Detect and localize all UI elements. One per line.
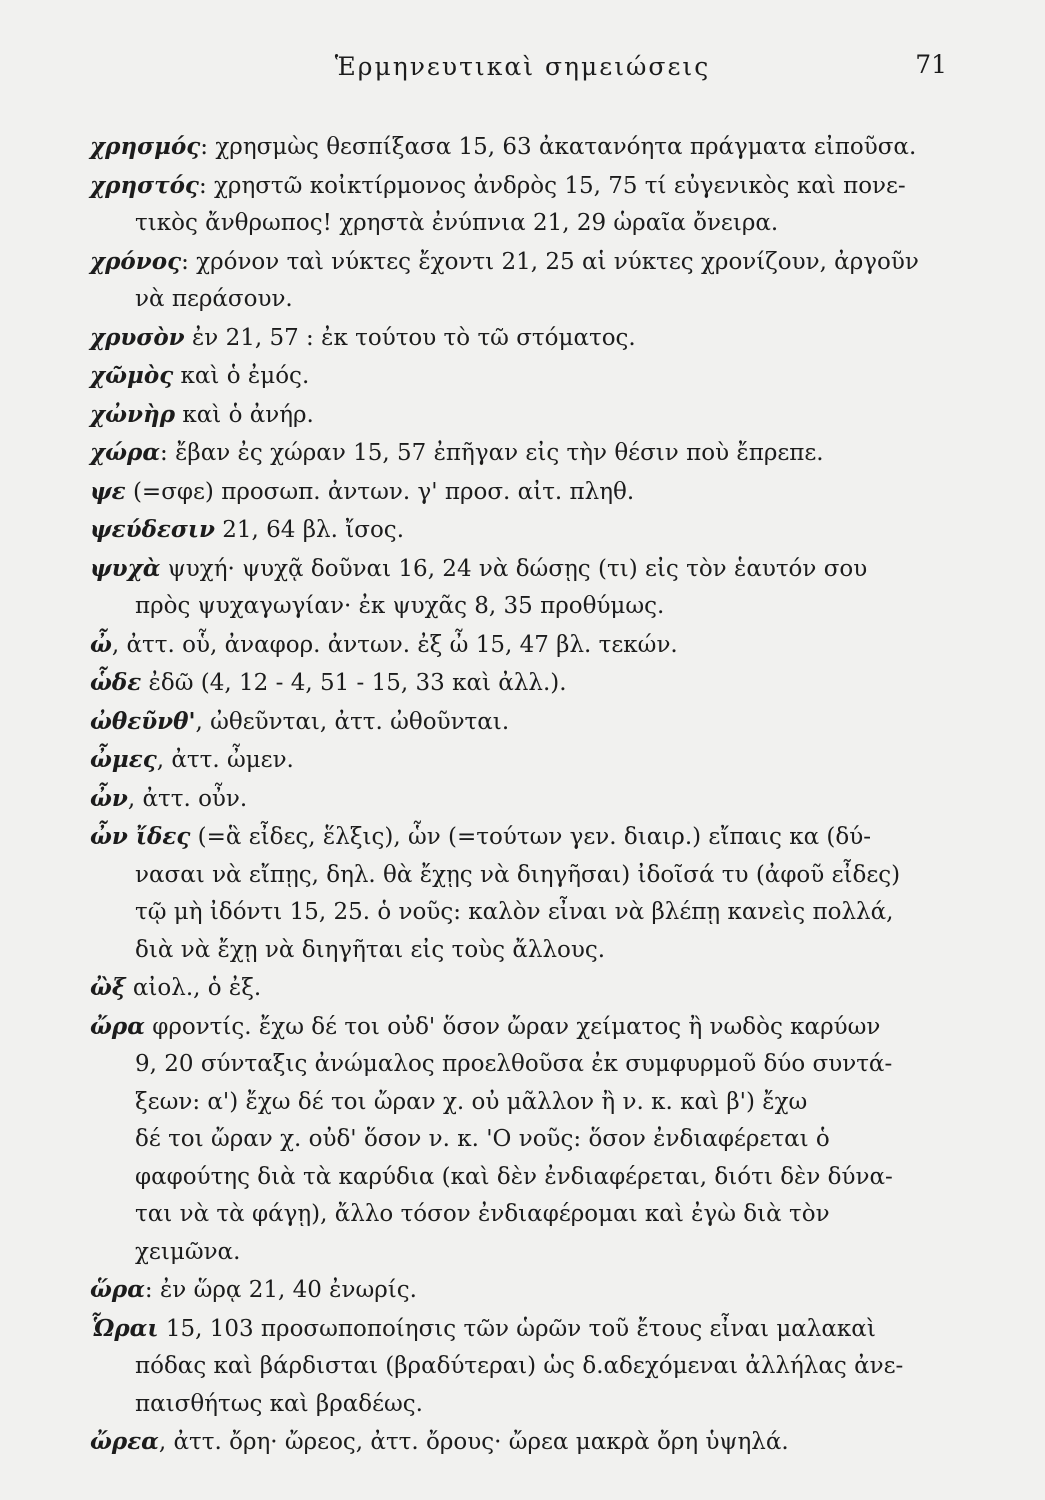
- glossary-entry: [90, 511, 970, 550]
- entry-headword: ὧδε: [90, 669, 142, 696]
- entry-text: πρὸς ψυχαγωγίαν· ἐκ ψυχᾶς 8, 35 προθύμως.: [135, 593, 665, 619]
- glossary-entry: [90, 128, 970, 167]
- entry-line: [90, 319, 970, 358]
- entry-headword: χρησμός: [90, 133, 201, 160]
- entry-text: πόδας καὶ βάρδισται (βραδύτεραι) ὡς δ.αδεχόμεναι ἀλλήλας ἀνε-: [135, 1353, 904, 1379]
- entry-line: [90, 1386, 970, 1424]
- entry-text: : χρησμὼς θεσπίξασα 15, 63 ἀκατανόητα πράγματα εἰποῦσα.: [200, 134, 917, 160]
- glossary-entry: [90, 319, 970, 358]
- entry-line: [90, 550, 970, 589]
- entry-line: [90, 626, 970, 665]
- glossary-entry: [90, 1271, 970, 1310]
- entry-text: αἰολ., ὁ ἐξ.: [125, 975, 262, 1001]
- entry-headword: ψεύδεσιν: [90, 516, 215, 543]
- entry-line: [90, 969, 970, 1008]
- entry-text: : χρόνον ταὶ νύκτες ἔχοντι 21, 25 αἱ νύκτες χρονίζουν, ἀργοῦν: [181, 248, 919, 275]
- entry-text: φαφούτης διὰ τὰ καρύδια (καὶ δὲν ἐνδιαφέρεται, διότι δὲν δύνα-: [135, 1163, 893, 1190]
- entry-text: δέ τοι ὤραν χ. οὐδ' ὅσον ν. κ. 'Ο νοῦς: ὅσον ἐνδιαφέρεται ὁ: [135, 1126, 830, 1152]
- entry-line: [90, 818, 970, 857]
- entry-line: [90, 1008, 970, 1047]
- entry-line: [90, 128, 970, 167]
- glossary-entry: [90, 396, 970, 435]
- entry-text: παισθήτως καὶ βραδέως.: [135, 1390, 423, 1417]
- entry-text: τικὸς ἄνθρωπος! χρηστὰ ἐνύπνια 21, 29 ὡραῖα ὄνειρα.: [135, 210, 779, 236]
- entry-text: , ὠθεῦνται, ἀττ. ὠθοῦνται.: [195, 708, 510, 735]
- entry-headword: χὠνὴρ: [90, 400, 176, 428]
- entry-headword: ὢξ: [90, 974, 126, 1001]
- entry-headword: ὥρα: [90, 1276, 145, 1303]
- entry-line: [90, 932, 970, 970]
- entry-headword: ὤρεα: [90, 1428, 159, 1455]
- entry-headword: χῶμὸς: [90, 362, 174, 389]
- glossary-entry: [90, 626, 970, 665]
- entry-text: , ἀττ. ὄρη· ὤρεος, ἀττ. ὄρους· ὤρεα μακρὰ ὄρη ὑψηλά.: [158, 1429, 789, 1455]
- entry-line: [90, 434, 970, 473]
- entry-text: διὰ νὰ ἔχῃ νὰ διηγῆται εἰς τοὺς ἄλλους.: [135, 936, 606, 963]
- glossary-entries: [90, 128, 970, 1462]
- entry-headword: ὦν ἴδες: [90, 823, 191, 850]
- entry-text: , ἀττ. οὗ, ἀναφορ. ἀντων. ἐξ ὦ 15, 47 βλ. τεκών.: [111, 631, 678, 658]
- glossary-entry: [90, 473, 970, 512]
- entry-headword: ὠθεῦνθ': [90, 707, 196, 735]
- entry-text: 15, 103 προσωποποίησις τῶν ὡρῶν τοῦ ἔτους εἶναι μαλακαὶ: [158, 1315, 876, 1342]
- entry-line: [90, 1084, 970, 1122]
- entry-headword: Ὧραι: [90, 1314, 159, 1342]
- entry-line: [90, 741, 970, 780]
- entry-line: [90, 664, 970, 703]
- entry-line: [90, 281, 970, 319]
- entry-line: [90, 357, 970, 396]
- entry-text: ἐδῶ (4, 12 - 4, 51 - 15, 33 καὶ ἀλλ.).: [141, 670, 567, 696]
- entry-headword: χώρα: [90, 439, 161, 466]
- entry-line: [90, 588, 970, 626]
- entry-line: [90, 243, 970, 282]
- entry-text: 9, 20 σύνταξις ἀνώμαλος προελθοῦσα ἐκ συμφυρμοῦ δύο συντά-: [135, 1051, 893, 1077]
- entry-line: [90, 205, 970, 243]
- entry-line: [90, 1271, 970, 1310]
- entry-line: [90, 473, 970, 512]
- glossary-entry: [90, 550, 970, 626]
- entry-line: [90, 1310, 970, 1349]
- entry-text: νασαι νὰ εἴπῃς, δηλ. θὰ ἔχῃς νὰ διηγῆσαι) ἰδοῖσά τυ (ἀφοῦ εἶδες): [135, 861, 901, 888]
- entry-text: καὶ ὁ ἐμός.: [173, 363, 310, 389]
- entry-line: [90, 1046, 970, 1084]
- entry-text: , ἀττ. ὦμεν.: [156, 747, 294, 773]
- entry-line: [90, 1423, 970, 1462]
- entry-text: ται νὰ τὰ φάγῃ), ἄλλο τόσον ἐνδιαφέρομαι καὶ ἐγὼ διὰ τὸν: [135, 1201, 830, 1227]
- entry-line: [90, 511, 970, 550]
- entry-text: χειμῶνα.: [135, 1238, 241, 1265]
- entry-line: [90, 1234, 970, 1272]
- entry-text: : χρηστῶ κοἰκτίρμονος ἀνδρὸς 15, 75 τί εὐγενικὸς καὶ πονε-: [198, 172, 906, 199]
- glossary-entry: [90, 969, 970, 1008]
- entry-line: [90, 1121, 970, 1159]
- entry-line: [90, 894, 970, 932]
- entry-text: φροντίς. ἔχω δέ τοι οὐδ' ὅσον ὤραν χείματος ἢ νωδὸς καρύων: [144, 1013, 881, 1040]
- glossary-entry: [90, 357, 970, 396]
- entry-headword: ὦ: [90, 630, 112, 658]
- entry-line: [90, 780, 970, 819]
- entry-line: [90, 396, 970, 435]
- entry-text: : ἔβαν ἐς χώραν 15, 57 ἐπῆγαν εἰς τὴν θέσιν ποὺ ἔπρεπε.: [160, 440, 824, 466]
- entry-headword: ὦμες: [90, 746, 157, 773]
- entry-text: (=σφε) προσωπ. ἀντων. γ' προσ. αἰτ. πληθ.: [125, 478, 635, 505]
- glossary-entry: [90, 703, 970, 742]
- entry-line: [90, 1159, 970, 1197]
- entry-headword: ψυχὰ: [90, 554, 161, 582]
- glossary-entry: [90, 1310, 970, 1424]
- entry-line: [90, 703, 970, 742]
- glossary-entry: [90, 243, 970, 319]
- glossary-entry: [90, 664, 970, 703]
- entry-headword: ὤρα: [90, 1012, 145, 1040]
- entry-headword: ψε: [90, 477, 126, 505]
- entry-text: : ἐν ὥρᾳ 21, 40 ἐνωρίς.: [144, 1277, 417, 1303]
- entry-line: [90, 857, 970, 895]
- entry-headword: χρυσὸν: [90, 323, 185, 351]
- glossary-entry: [90, 741, 970, 780]
- entry-line: [90, 1348, 970, 1386]
- entry-text: 21, 64 βλ. ἴσος.: [214, 517, 404, 543]
- entry-text: καὶ ὁ ἀνήρ.: [175, 401, 314, 428]
- entry-text: ψυχή· ψυχᾷ δοῦναι 16, 24 νὰ δώσῃς (τι) εἰς τὸν ἑαυτόν σου: [160, 555, 868, 582]
- glossary-entry: [90, 1423, 970, 1462]
- entry-text: ἐν 21, 57 : ἐκ τούτου τὸ τῶ στόματος.: [184, 324, 636, 351]
- running-title: Ἑρμηνευτικαὶ σημειώσεις: [334, 52, 711, 81]
- entry-text: , ἀττ. οὖν.: [127, 785, 248, 812]
- entry-text: (=ἃ εἶδες, ἕλξις), ὧν (=τούτων γεν. διαιρ.) εἴπαις κα (δύ-: [190, 824, 872, 850]
- entry-line: [90, 1196, 970, 1234]
- glossary-entry: [90, 780, 970, 819]
- glossary-entry: [90, 1008, 970, 1272]
- entry-text: νὰ περάσουν.: [135, 286, 293, 312]
- glossary-entry: [90, 167, 970, 243]
- entry-text: ξεων: α') ἔχω δέ τοι ὤραν χ. οὐ μᾶλλον ἢ ν. κ. καὶ β') ἔχω: [135, 1088, 808, 1115]
- glossary-entry: [90, 818, 970, 969]
- entry-headword: χρόνος: [90, 247, 182, 275]
- entry-line: [90, 167, 970, 206]
- page-number: 71: [915, 50, 947, 79]
- entry-headword: ὦν: [90, 784, 128, 812]
- entry-headword: χρηστός: [90, 171, 199, 199]
- entry-text: τῷ μὴ ἰδόντι 15, 25. ὁ νοῦς: καλὸν εἶναι νὰ βλέπῃ κανεὶς πολλά,: [135, 899, 894, 925]
- glossary-entry: [90, 434, 970, 473]
